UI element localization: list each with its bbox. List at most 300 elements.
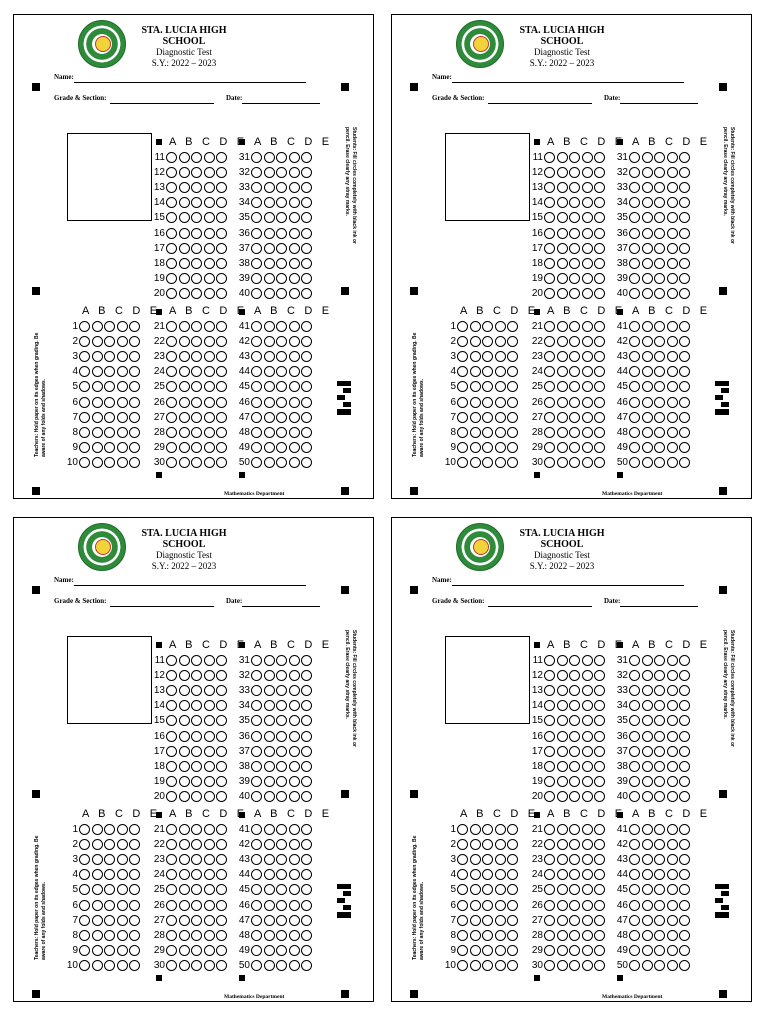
answer-bubble-d[interactable] [495,397,506,408]
answer-bubble-d[interactable] [582,152,593,163]
answer-bubble-c[interactable] [654,182,665,193]
answer-bubble-b[interactable] [92,442,103,453]
answer-bubble-a[interactable] [544,243,555,254]
answer-bubble-c[interactable] [654,791,665,802]
answer-bubble-c[interactable] [654,960,665,971]
answer-bubble-e[interactable] [301,930,312,941]
answer-bubble-c[interactable] [654,854,665,865]
answer-bubble-a[interactable] [457,351,468,362]
answer-bubble-a[interactable] [79,945,90,956]
answer-bubble-d[interactable] [204,288,215,299]
answer-bubble-d[interactable] [289,412,300,423]
answer-bubble-a[interactable] [629,776,640,787]
answer-bubble-a[interactable] [251,412,262,423]
answer-bubble-a[interactable] [544,776,555,787]
answer-bubble-c[interactable] [191,258,202,269]
answer-bubble-c[interactable] [654,869,665,880]
answer-bubble-e[interactable] [594,427,605,438]
answer-bubble-e[interactable] [594,258,605,269]
answer-bubble-a[interactable] [629,945,640,956]
answer-bubble-b[interactable] [642,351,653,362]
answer-bubble-c[interactable] [482,397,493,408]
answer-bubble-d[interactable] [495,381,506,392]
answer-bubble-a[interactable] [629,427,640,438]
answer-bubble-b[interactable] [470,869,481,880]
answer-bubble-d[interactable] [289,791,300,802]
answer-bubble-b[interactable] [179,761,190,772]
answer-bubble-d[interactable] [117,915,128,926]
answer-bubble-e[interactable] [216,824,227,835]
answer-bubble-e[interactable] [301,228,312,239]
answer-bubble-c[interactable] [569,869,580,880]
answer-bubble-e[interactable] [216,457,227,468]
answer-bubble-e[interactable] [679,336,690,347]
answer-bubble-a[interactable] [544,945,555,956]
answer-bubble-b[interactable] [642,884,653,895]
answer-bubble-b[interactable] [264,412,275,423]
answer-bubble-e[interactable] [507,930,518,941]
answer-bubble-d[interactable] [582,839,593,850]
answer-bubble-e[interactable] [594,715,605,726]
answer-bubble-d[interactable] [289,884,300,895]
answer-bubble-c[interactable] [191,700,202,711]
answer-bubble-c[interactable] [276,321,287,332]
answer-bubble-a[interactable] [166,427,177,438]
answer-bubble-b[interactable] [557,351,568,362]
answer-bubble-c[interactable] [191,457,202,468]
answer-bubble-e[interactable] [129,427,140,438]
answer-bubble-d[interactable] [667,791,678,802]
answer-bubble-a[interactable] [166,746,177,757]
answer-bubble-a[interactable] [457,884,468,895]
answer-bubble-d[interactable] [289,351,300,362]
answer-bubble-e[interactable] [594,412,605,423]
answer-bubble-e[interactable] [594,945,605,956]
answer-bubble-c[interactable] [104,336,115,347]
answer-bubble-d[interactable] [204,791,215,802]
answer-bubble-c[interactable] [654,700,665,711]
answer-bubble-c[interactable] [482,960,493,971]
answer-bubble-d[interactable] [582,746,593,757]
answer-bubble-d[interactable] [289,700,300,711]
answer-bubble-c[interactable] [654,655,665,666]
answer-bubble-c[interactable] [276,243,287,254]
answer-bubble-a[interactable] [629,243,640,254]
answer-bubble-e[interactable] [301,670,312,681]
answer-bubble-c[interactable] [191,960,202,971]
answer-bubble-c[interactable] [482,839,493,850]
answer-bubble-c[interactable] [276,336,287,347]
answer-bubble-a[interactable] [251,791,262,802]
answer-bubble-a[interactable] [251,655,262,666]
answer-bubble-b[interactable] [642,776,653,787]
date-field[interactable] [620,606,698,607]
answer-bubble-c[interactable] [482,824,493,835]
answer-bubble-a[interactable] [251,366,262,377]
answer-bubble-a[interactable] [629,839,640,850]
answer-bubble-c[interactable] [654,366,665,377]
answer-bubble-e[interactable] [129,412,140,423]
answer-bubble-a[interactable] [544,824,555,835]
answer-bubble-d[interactable] [582,351,593,362]
answer-bubble-c[interactable] [569,761,580,772]
answer-bubble-b[interactable] [642,288,653,299]
answer-bubble-b[interactable] [92,945,103,956]
answer-bubble-d[interactable] [289,336,300,347]
answer-bubble-e[interactable] [594,321,605,332]
answer-bubble-c[interactable] [569,243,580,254]
answer-bubble-a[interactable] [166,670,177,681]
answer-bubble-b[interactable] [179,152,190,163]
answer-bubble-d[interactable] [582,791,593,802]
answer-bubble-a[interactable] [251,273,262,284]
answer-bubble-e[interactable] [301,258,312,269]
answer-bubble-a[interactable] [544,960,555,971]
answer-bubble-c[interactable] [569,776,580,787]
answer-bubble-d[interactable] [582,884,593,895]
answer-bubble-b[interactable] [642,915,653,926]
answer-bubble-b[interactable] [179,900,190,911]
answer-bubble-b[interactable] [470,854,481,865]
answer-bubble-b[interactable] [179,228,190,239]
answer-bubble-d[interactable] [582,412,593,423]
answer-bubble-d[interactable] [204,442,215,453]
answer-bubble-a[interactable] [629,321,640,332]
answer-bubble-d[interactable] [204,212,215,223]
answer-bubble-e[interactable] [594,655,605,666]
answer-bubble-e[interactable] [216,945,227,956]
answer-bubble-c[interactable] [654,685,665,696]
answer-bubble-c[interactable] [569,212,580,223]
answer-bubble-e[interactable] [594,457,605,468]
answer-bubble-d[interactable] [204,731,215,742]
answer-bubble-b[interactable] [557,243,568,254]
answer-bubble-a[interactable] [79,442,90,453]
answer-bubble-c[interactable] [104,915,115,926]
answer-bubble-c[interactable] [276,930,287,941]
answer-bubble-a[interactable] [251,243,262,254]
answer-bubble-c[interactable] [276,212,287,223]
answer-bubble-b[interactable] [470,915,481,926]
answer-bubble-d[interactable] [495,930,506,941]
answer-bubble-c[interactable] [569,884,580,895]
answer-bubble-a[interactable] [79,366,90,377]
answer-bubble-b[interactable] [642,685,653,696]
answer-bubble-d[interactable] [495,427,506,438]
answer-bubble-d[interactable] [204,457,215,468]
answer-bubble-c[interactable] [276,197,287,208]
answer-bubble-c[interactable] [191,900,202,911]
answer-bubble-a[interactable] [79,397,90,408]
answer-bubble-c[interactable] [569,746,580,757]
answer-bubble-b[interactable] [470,824,481,835]
answer-bubble-d[interactable] [204,397,215,408]
answer-bubble-b[interactable] [642,212,653,223]
answer-bubble-c[interactable] [191,824,202,835]
answer-bubble-d[interactable] [289,731,300,742]
answer-bubble-a[interactable] [544,336,555,347]
answer-bubble-b[interactable] [264,869,275,880]
answer-bubble-c[interactable] [276,427,287,438]
answer-bubble-c[interactable] [654,824,665,835]
answer-bubble-a[interactable] [79,930,90,941]
answer-bubble-b[interactable] [179,869,190,880]
date-field[interactable] [242,606,320,607]
answer-bubble-a[interactable] [544,427,555,438]
answer-bubble-d[interactable] [667,182,678,193]
answer-bubble-b[interactable] [557,427,568,438]
answer-bubble-e[interactable] [679,366,690,377]
answer-bubble-b[interactable] [179,700,190,711]
answer-bubble-a[interactable] [251,715,262,726]
answer-bubble-c[interactable] [482,945,493,956]
answer-bubble-d[interactable] [582,945,593,956]
answer-bubble-e[interactable] [679,243,690,254]
answer-bubble-a[interactable] [544,228,555,239]
answer-bubble-d[interactable] [117,427,128,438]
answer-bubble-e[interactable] [507,412,518,423]
answer-bubble-b[interactable] [179,685,190,696]
answer-bubble-d[interactable] [667,824,678,835]
answer-bubble-a[interactable] [251,945,262,956]
answer-bubble-e[interactable] [301,427,312,438]
answer-bubble-e[interactable] [129,960,140,971]
answer-bubble-b[interactable] [92,381,103,392]
answer-bubble-a[interactable] [166,839,177,850]
answer-bubble-b[interactable] [557,655,568,666]
answer-bubble-a[interactable] [544,442,555,453]
answer-bubble-b[interactable] [642,655,653,666]
answer-bubble-e[interactable] [679,900,690,911]
answer-bubble-a[interactable] [629,457,640,468]
answer-bubble-b[interactable] [642,336,653,347]
answer-bubble-e[interactable] [216,915,227,926]
answer-bubble-c[interactable] [654,457,665,468]
answer-bubble-a[interactable] [166,700,177,711]
answer-bubble-b[interactable] [470,366,481,377]
answer-bubble-e[interactable] [216,791,227,802]
answer-bubble-b[interactable] [179,412,190,423]
answer-bubble-c[interactable] [569,182,580,193]
answer-bubble-c[interactable] [276,366,287,377]
answer-bubble-e[interactable] [301,746,312,757]
answer-bubble-c[interactable] [276,884,287,895]
answer-bubble-b[interactable] [264,761,275,772]
answer-bubble-b[interactable] [264,824,275,835]
answer-bubble-d[interactable] [667,761,678,772]
answer-bubble-b[interactable] [264,700,275,711]
answer-bubble-d[interactable] [289,761,300,772]
answer-bubble-c[interactable] [569,258,580,269]
answer-bubble-e[interactable] [679,960,690,971]
answer-bubble-d[interactable] [117,930,128,941]
answer-bubble-a[interactable] [629,685,640,696]
answer-bubble-e[interactable] [216,212,227,223]
answer-bubble-c[interactable] [276,457,287,468]
grade-section-field[interactable] [488,606,592,607]
answer-bubble-e[interactable] [594,167,605,178]
answer-bubble-e[interactable] [507,884,518,895]
answer-bubble-d[interactable] [204,700,215,711]
answer-bubble-c[interactable] [654,288,665,299]
answer-bubble-b[interactable] [642,700,653,711]
answer-bubble-c[interactable] [191,167,202,178]
answer-bubble-e[interactable] [301,321,312,332]
answer-bubble-a[interactable] [544,273,555,284]
answer-bubble-c[interactable] [569,197,580,208]
answer-bubble-a[interactable] [251,960,262,971]
answer-bubble-a[interactable] [251,824,262,835]
answer-bubble-b[interactable] [557,336,568,347]
answer-bubble-a[interactable] [79,915,90,926]
answer-bubble-b[interactable] [642,731,653,742]
answer-bubble-e[interactable] [594,761,605,772]
answer-bubble-a[interactable] [629,930,640,941]
answer-bubble-a[interactable] [629,366,640,377]
answer-bubble-d[interactable] [582,457,593,468]
answer-bubble-a[interactable] [166,442,177,453]
name-field[interactable] [452,585,684,586]
answer-bubble-e[interactable] [679,288,690,299]
answer-bubble-a[interactable] [251,152,262,163]
answer-bubble-c[interactable] [191,930,202,941]
answer-bubble-e[interactable] [679,731,690,742]
answer-bubble-c[interactable] [569,930,580,941]
answer-bubble-c[interactable] [191,776,202,787]
answer-bubble-e[interactable] [594,243,605,254]
answer-bubble-d[interactable] [582,900,593,911]
answer-bubble-b[interactable] [264,397,275,408]
answer-bubble-c[interactable] [569,412,580,423]
answer-bubble-d[interactable] [289,685,300,696]
answer-bubble-b[interactable] [92,321,103,332]
answer-bubble-c[interactable] [482,854,493,865]
answer-bubble-b[interactable] [642,854,653,865]
answer-bubble-a[interactable] [166,167,177,178]
answer-bubble-e[interactable] [216,839,227,850]
answer-bubble-b[interactable] [264,336,275,347]
answer-bubble-c[interactable] [276,715,287,726]
answer-bubble-b[interactable] [264,960,275,971]
answer-bubble-b[interactable] [179,915,190,926]
answer-bubble-e[interactable] [216,397,227,408]
answer-bubble-c[interactable] [482,381,493,392]
answer-bubble-e[interactable] [594,197,605,208]
answer-bubble-e[interactable] [679,182,690,193]
answer-bubble-e[interactable] [507,427,518,438]
answer-bubble-d[interactable] [289,167,300,178]
answer-bubble-d[interactable] [667,381,678,392]
answer-bubble-a[interactable] [251,670,262,681]
answer-bubble-e[interactable] [216,960,227,971]
answer-bubble-d[interactable] [117,366,128,377]
answer-bubble-e[interactable] [301,945,312,956]
answer-bubble-c[interactable] [482,336,493,347]
answer-bubble-e[interactable] [129,824,140,835]
answer-bubble-b[interactable] [557,960,568,971]
answer-bubble-c[interactable] [569,839,580,850]
answer-bubble-e[interactable] [129,321,140,332]
answer-bubble-c[interactable] [276,655,287,666]
answer-bubble-c[interactable] [276,412,287,423]
answer-bubble-d[interactable] [495,351,506,362]
answer-bubble-e[interactable] [216,930,227,941]
answer-bubble-b[interactable] [470,839,481,850]
answer-bubble-e[interactable] [301,791,312,802]
answer-bubble-d[interactable] [582,700,593,711]
answer-bubble-a[interactable] [457,930,468,941]
answer-bubble-a[interactable] [544,412,555,423]
answer-bubble-b[interactable] [264,776,275,787]
answer-bubble-d[interactable] [289,212,300,223]
answer-bubble-a[interactable] [251,854,262,865]
answer-bubble-d[interactable] [495,960,506,971]
answer-bubble-a[interactable] [251,457,262,468]
answer-bubble-e[interactable] [679,854,690,865]
answer-bubble-c[interactable] [654,670,665,681]
answer-bubble-c[interactable] [104,412,115,423]
answer-bubble-e[interactable] [594,152,605,163]
answer-bubble-e[interactable] [594,273,605,284]
answer-bubble-b[interactable] [557,761,568,772]
answer-bubble-d[interactable] [289,366,300,377]
answer-bubble-b[interactable] [557,791,568,802]
answer-bubble-a[interactable] [629,884,640,895]
answer-bubble-e[interactable] [301,776,312,787]
answer-bubble-e[interactable] [129,945,140,956]
answer-bubble-a[interactable] [629,700,640,711]
answer-bubble-e[interactable] [129,457,140,468]
answer-bubble-a[interactable] [544,869,555,880]
answer-bubble-c[interactable] [654,915,665,926]
answer-bubble-e[interactable] [679,412,690,423]
answer-bubble-a[interactable] [629,960,640,971]
answer-bubble-a[interactable] [544,167,555,178]
answer-bubble-c[interactable] [104,839,115,850]
answer-bubble-a[interactable] [629,791,640,802]
answer-bubble-b[interactable] [642,960,653,971]
answer-bubble-b[interactable] [92,397,103,408]
answer-bubble-d[interactable] [582,212,593,223]
answer-bubble-e[interactable] [507,900,518,911]
answer-bubble-b[interactable] [642,791,653,802]
answer-bubble-d[interactable] [204,351,215,362]
answer-bubble-b[interactable] [264,442,275,453]
answer-bubble-e[interactable] [216,700,227,711]
answer-bubble-c[interactable] [569,824,580,835]
answer-bubble-a[interactable] [251,746,262,757]
answer-bubble-b[interactable] [470,336,481,347]
answer-bubble-d[interactable] [582,930,593,941]
answer-bubble-b[interactable] [264,351,275,362]
answer-bubble-a[interactable] [457,900,468,911]
answer-bubble-c[interactable] [276,731,287,742]
answer-bubble-d[interactable] [204,655,215,666]
answer-bubble-d[interactable] [667,854,678,865]
answer-bubble-e[interactable] [301,884,312,895]
answer-bubble-a[interactable] [544,746,555,757]
answer-bubble-d[interactable] [495,915,506,926]
answer-bubble-b[interactable] [264,884,275,895]
answer-bubble-e[interactable] [216,900,227,911]
answer-bubble-d[interactable] [204,854,215,865]
answer-bubble-e[interactable] [216,731,227,742]
answer-bubble-c[interactable] [654,228,665,239]
answer-bubble-e[interactable] [507,351,518,362]
answer-bubble-e[interactable] [216,854,227,865]
answer-bubble-c[interactable] [276,945,287,956]
answer-bubble-e[interactable] [301,197,312,208]
